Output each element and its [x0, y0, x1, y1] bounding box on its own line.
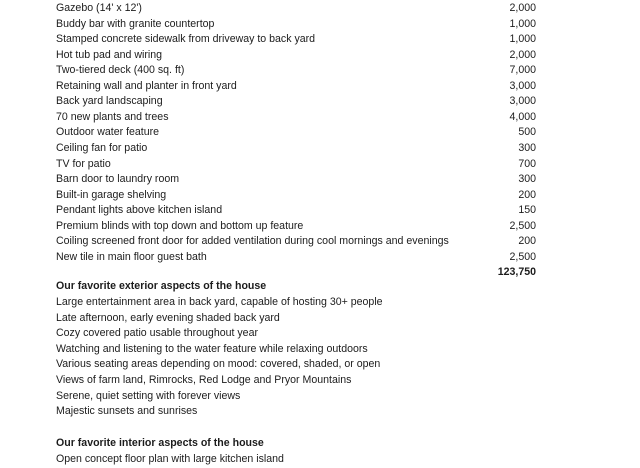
improvement-item: Pendant lights above kitchen island — [56, 204, 223, 217]
improvement-item: TV for patio — [56, 157, 111, 170]
improvement-amount: 200 — [518, 188, 536, 201]
improvement-item: Hot tub pad and wiring — [56, 48, 163, 61]
improvement-amount: 2,500 — [509, 250, 536, 263]
improvement-amount: 1,000 — [509, 17, 536, 30]
improvement-row — [56, 125, 536, 141]
exterior-list-item: Various seating areas depending on mood: covered, shaded, or open — [56, 358, 381, 371]
improvement-amount: 700 — [518, 157, 536, 170]
improvement-row — [56, 141, 536, 157]
improvement-amount: 500 — [518, 126, 536, 139]
improvement-amount: 300 — [518, 141, 536, 154]
improvement-row — [56, 250, 536, 266]
improvement-row — [56, 94, 536, 110]
improvement-row — [56, 32, 536, 48]
improvement-item: Coiling screened front door for added ventilation during cool mornings and evenings — [56, 235, 449, 248]
improvement-row — [56, 1, 536, 17]
improvement-row — [56, 219, 536, 235]
improvement-row — [56, 188, 536, 204]
improvement-item: Premium blinds with top down and bottom up feature — [56, 219, 304, 232]
exterior-list-item: Views of farm land, Rimrocks, Red Lodge and Pryor Mountains — [56, 374, 352, 386]
exterior-list-item: Late afternoon, early evening shaded back yard — [56, 311, 280, 324]
improvement-amount: 4,000 — [509, 110, 536, 123]
improvement-item: Built-in garage shelving — [56, 188, 167, 201]
interior-heading: Our favorite interior aspects of the house — [56, 437, 264, 449]
improvement-row — [56, 234, 536, 250]
improvements-total: 123,750 — [497, 266, 536, 278]
improvement-item: Back yard landscaping — [56, 95, 163, 108]
improvement-row — [56, 48, 536, 64]
exterior-heading: Our favorite exterior aspects of the house — [56, 280, 267, 292]
improvement-row — [56, 79, 536, 95]
improvement-item: Retaining wall and planter in front yard — [56, 79, 237, 92]
exterior-list-item: Cozy covered patio usable throughout year — [56, 327, 258, 340]
improvement-item: Ceiling fan for patio — [56, 141, 148, 154]
improvement-item: Stamped concrete sidewalk from driveway to back yard — [56, 33, 316, 46]
improvement-item: Gazebo (14' x 12') — [56, 2, 142, 14]
improvement-amount: 2,500 — [509, 219, 536, 232]
improvement-row — [56, 157, 536, 173]
improvement-item: Barn door to laundry room — [56, 173, 180, 186]
improvement-row — [56, 110, 536, 126]
improvement-item: Outdoor water feature — [56, 126, 160, 139]
exterior-list-item: Watching and listening to the water feature while relaxing outdoors — [56, 342, 368, 355]
improvement-amount: 2,000 — [509, 2, 536, 14]
improvement-amount: 3,000 — [509, 79, 536, 92]
improvement-row — [56, 17, 536, 33]
improvement-item: Two-tiered deck (400 sq. ft) — [56, 64, 185, 77]
improvement-amount: 2,000 — [509, 48, 536, 61]
exterior-list-item: Majestic sunsets and sunrises — [56, 405, 198, 418]
improvement-amount: 3,000 — [509, 95, 536, 108]
exterior-list-item: Serene, quiet setting with forever views — [56, 389, 241, 402]
exterior-list-item: Large entertainment area in back yard, capable of hosting 30+ people — [56, 296, 383, 308]
improvement-row — [56, 172, 536, 188]
improvement-amount: 150 — [518, 204, 536, 217]
improvement-amount: 1,000 — [509, 33, 536, 46]
improvement-amount: 7,000 — [509, 64, 536, 77]
interior-list-item: Open concept floor plan with large kitchen island — [56, 453, 284, 465]
improvement-amount: 200 — [518, 235, 536, 248]
improvement-row — [56, 203, 536, 219]
improvement-item: Buddy bar with granite countertop — [56, 17, 215, 30]
improvement-item: 70 new plants and trees — [56, 110, 169, 123]
improvement-item: New tile in main floor guest bath — [56, 250, 207, 263]
improvement-amount: 300 — [518, 173, 536, 186]
improvement-row — [56, 63, 536, 79]
